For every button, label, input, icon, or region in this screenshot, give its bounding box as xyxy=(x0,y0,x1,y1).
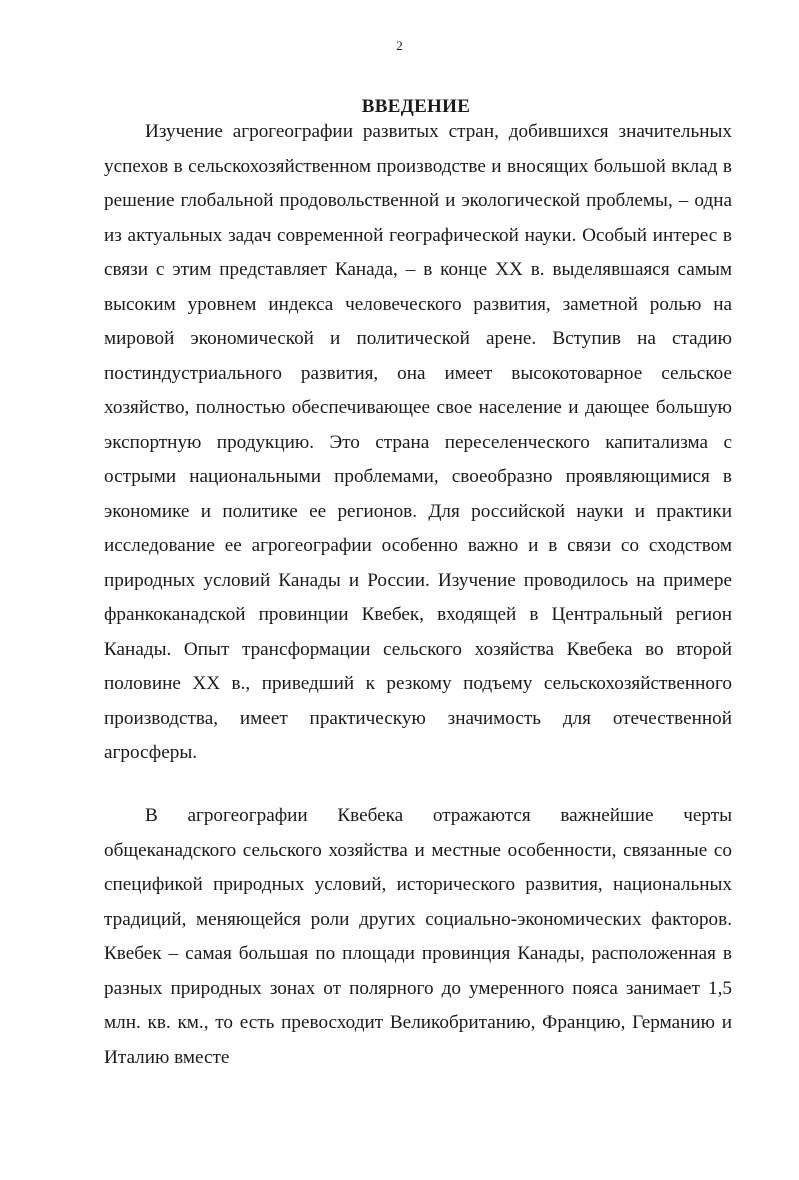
paragraph-quebec-features: В агрогеографии Квебека отражаются важнейшие черты общеканадского сельского хозяйства и местные особенности, связанные со спецификой природных условий, исторического развития, национальных традиций, меняющейся роли других социально-экономических факторов. Квебек – самая большая по площади провинция Канады, расположенная в разных природных зонах от полярного до умеренного пояса занимает 1,5 млн. кв. км., то есть превосходит Великобританию, Францию, Германию и Италию вместе xyxy=(104,805,732,1068)
page-number: 2 xyxy=(396,38,403,53)
section-heading: ВВЕДЕНИЕ xyxy=(361,96,471,117)
paragraph-introduction: Изучение агрогеографии развитых стран, добившихся значительных успехов в сельскохозяйственном производстве и вносящих большой вклад в решение глобальной продовольственной и экологической проблемы, – одна из актуальных задач современной географической науки. Особый интерес в связи с этим представляет Канада, – в конце XX в. выделявшаяся самым высоким уровнем индекса человеческого развития, заметной ролью на мировой экономической и политической арене. Вступив на стадию постиндустриального развития, она имеет высокотоварное сельское хозяйство, полностью обеспечивающее свое население и дающее большую экспортную продукцию. Это страна переселенческого капитализма с острыми национальными проблемами, своеобразно проявляющимися в экономике и политике ее регионов. Для российской науки и практики исследование ее агрогеографии особенно важно и в связи со сходством природных условий Канады и России. Изучение проводилось на примере франкоканадской провинции Квебек, входящей в Центральный регион Канады. Опыт трансформации сельского хозяйства Квебека во второй половине XX в., приведший к резкому подъему сельскохозяйственного производства, имеет практическую значимость для отечественной агросферы. xyxy=(104,121,732,763)
